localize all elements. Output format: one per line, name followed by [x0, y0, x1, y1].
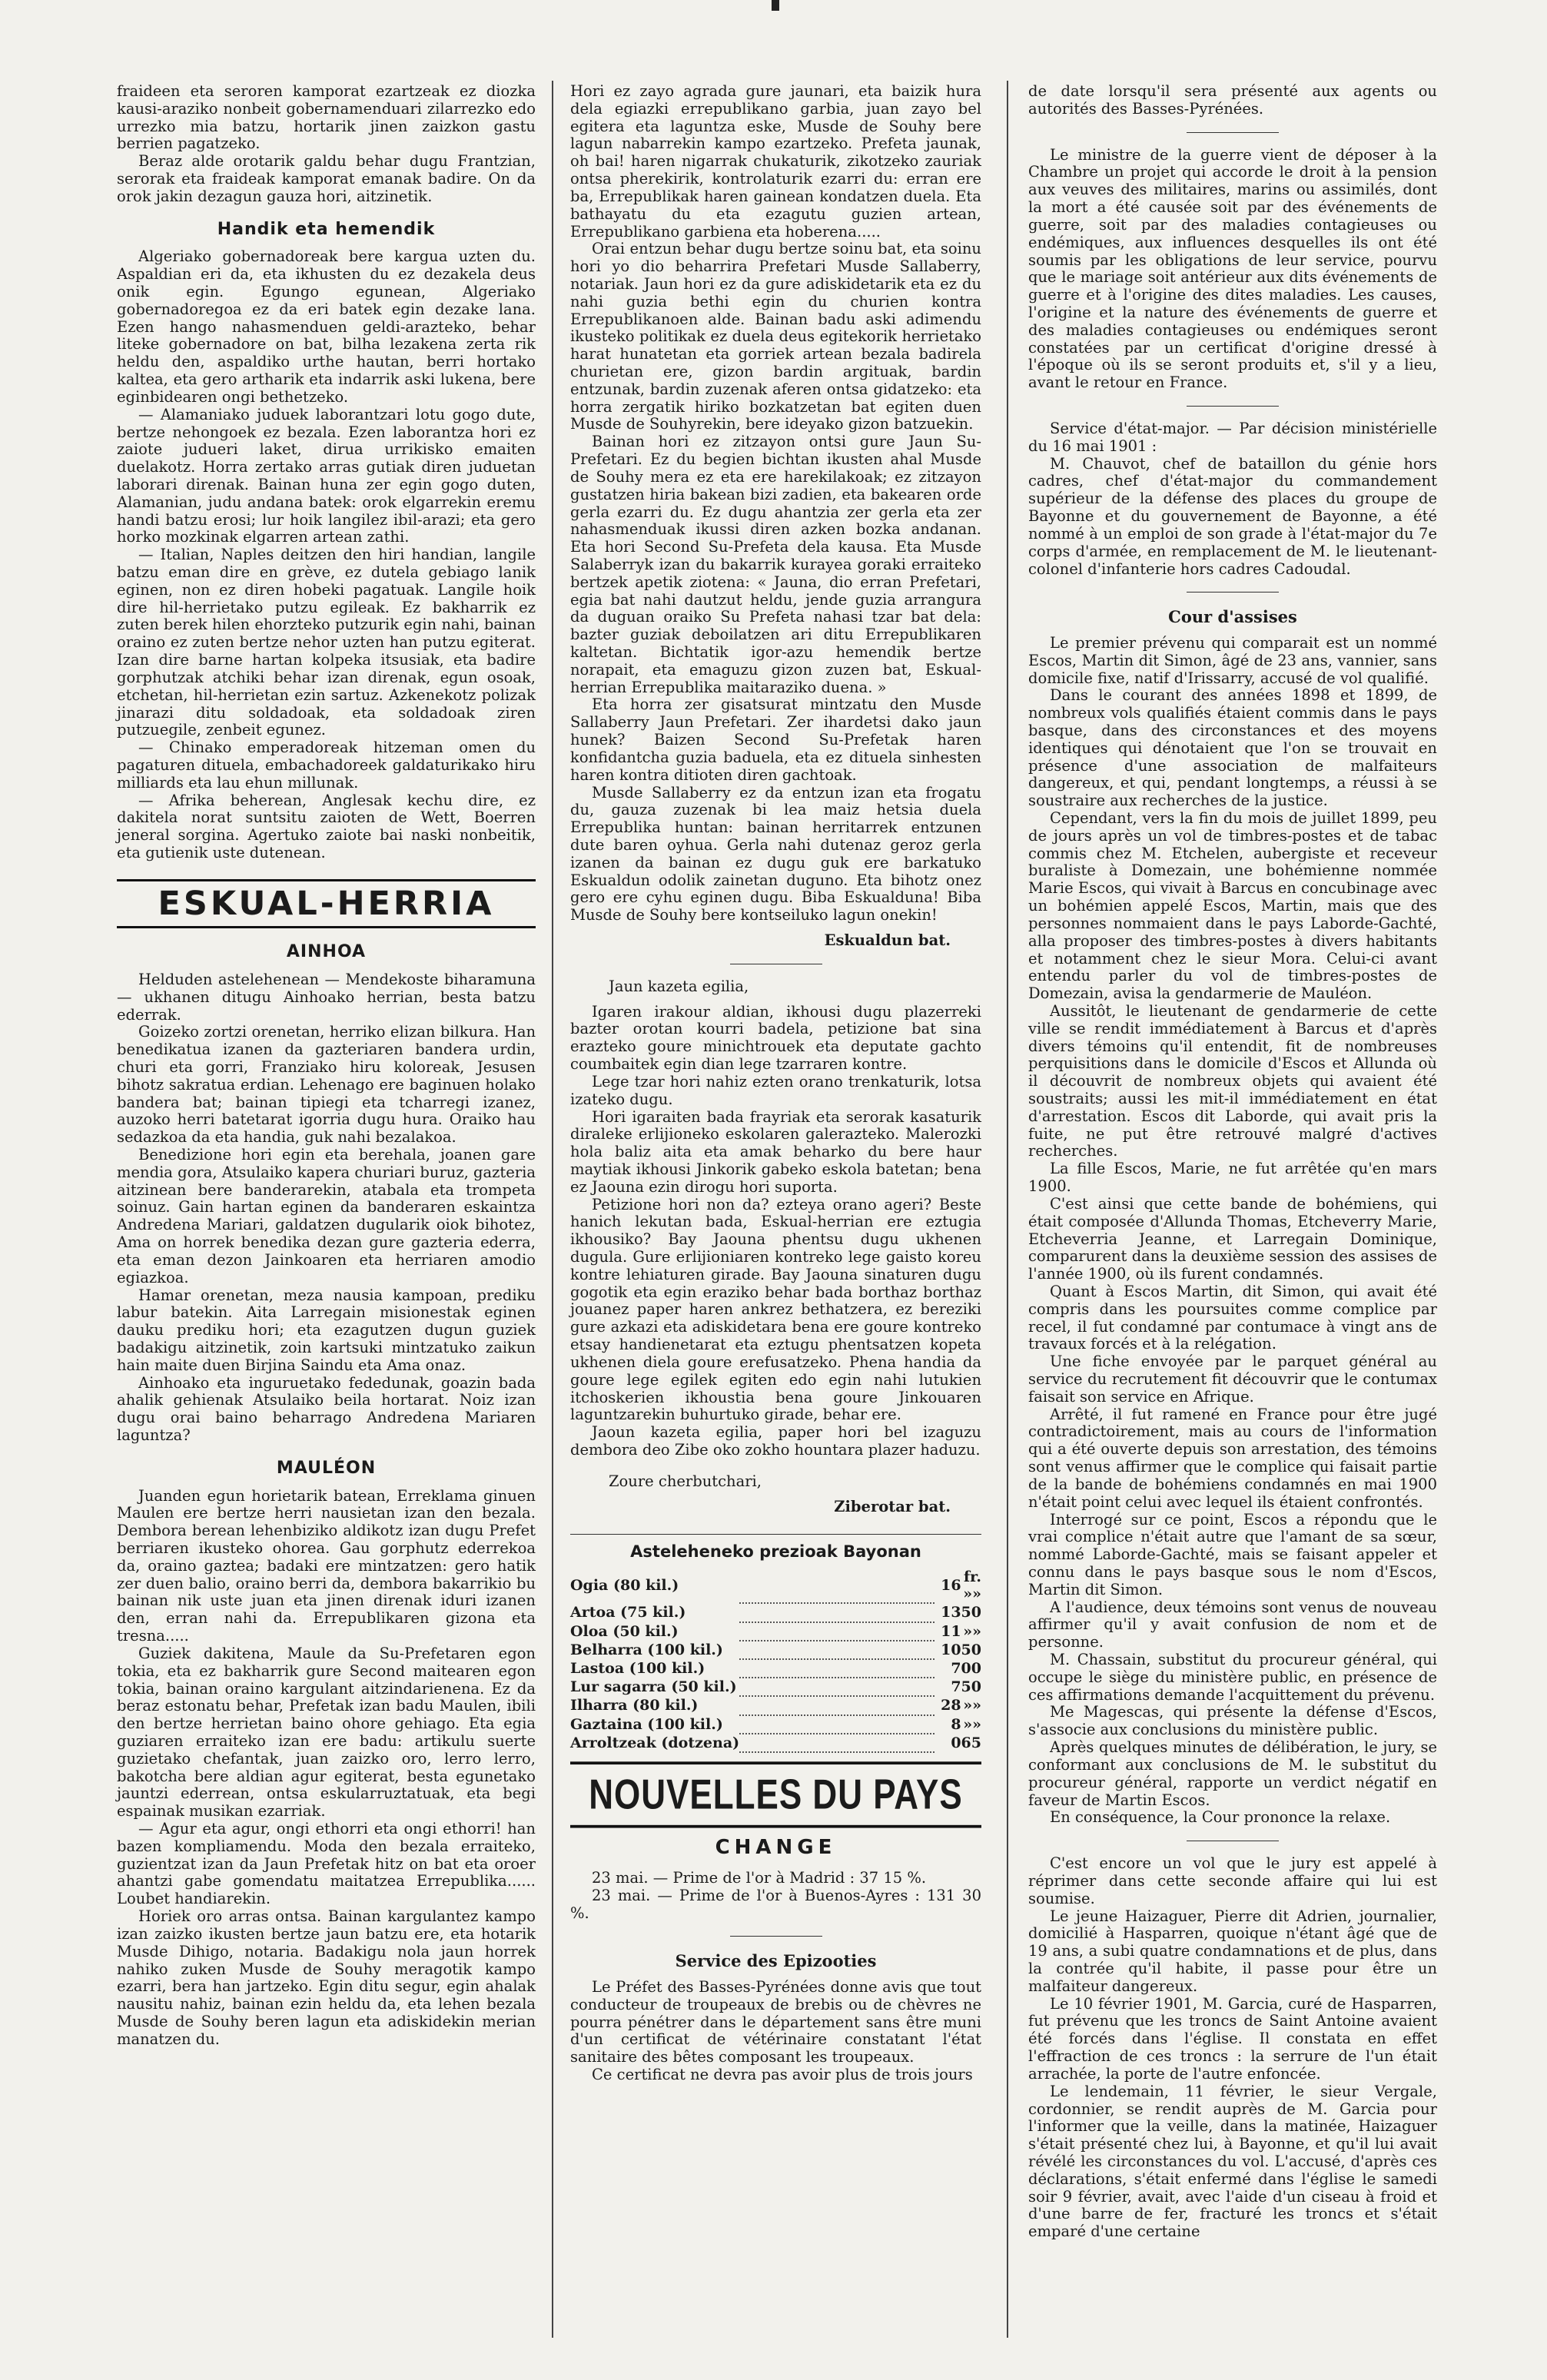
paragraph: Hamar orenetan, meza nausia kampoan, prediku labur batekin. Aita Larregain misionestak eginen dauku prediku hori; eta ezagutzen dugun guziek badakigu aitzinetik, zoin kartsuki mintzatuko zaikun hain maite duen Birjina Saindu eta Ama onaz. — [117, 1286, 536, 1374]
price-table-title: Asteleheneko prezioak Bayonan — [570, 1534, 981, 1562]
paragraph: La fille Escos, Marie, ne fut arrêtée qu'en mars 1900. — [1028, 1160, 1437, 1196]
paragraph: M. Chauvot, chef de bataillon du génie hors cadres, chef d'état-major du commandement supérieur de la défense des places du groupe de Bayonne et du gouvernement de Bayonne, a été nommé à un emploi de son grade à l'état-major du 7e corps d'armée, en remplacement de M. le lieutenant-colonel d'infanterie hors cadres Cadoudal. — [1028, 454, 1437, 578]
price-value: 7 — [951, 1678, 961, 1696]
dot-leader — [739, 1659, 935, 1678]
column-3 — [1028, 83, 1437, 2241]
paragraph: Le 10 février 1901, M. Garcia, curé de Hasparren, fut prévenu que les troncs de Saint Antoine avaient été forcés dans l'église. Il constata en effet l'effraction de ces troncs : la serrure de l'un était arrachée, la porte de l'autre enfoncée. — [1028, 1994, 1437, 2083]
paragraph: — Italian, Naples deitzen den hiri handian, langile batzu eman dire en grève, ez dutela gebiago lanik eginen, non ez diren hobeki pagatuak. Langile hoik dire hil-herrietako putzu egileak. Ez bakharrik ez zuten berek hilen ehorzteko putzurik egin nahi, bainan oraino ez zuten bertze nehor uzten han putzu egiterat. Izan dire barne hartan kolpeka itsusiak, eta badire gorphutzak atchiki behar izan direnak, egun osoak, etchetan, hil-herrietan ezin sartuz. Azkenekotz polizak jinarazi ditu soldadoak, eta soldadoak ziren putzuegile, zenbeit egunez. — [117, 546, 536, 739]
paragraph: Goizeko zortzi orenetan, herriko elizan bilkura. Han benedikatua izanen da gazteriaren bandera urdin, churi eta gorri, Franziako hiru koloreak, Jesusen bihotz sakratua erdian. Lehenago ere baginuen holako bandera bat; bainan tipiegi eta tcharregi izanez, auzoko herri batetarat igorria dugu hura. Oraiko hau sedazkoa da eta handia, guk nahi bezalakoa. — [117, 1023, 536, 1147]
paragraph: Helduden astelehenean — Mendekoste biharamuna — ukhanen ditugu Ainhoako herrian, besta batzu ederrak. — [117, 970, 536, 1024]
price-row — [570, 1641, 981, 1659]
paragraph: Igaren irakour aldian, ikhousi dugu plazerreki bazter orotan kourri badela, petizione bat sina erazteko goure minichtrouek eta deputate gachto coumbaitek egin dian lege tzarraren kontre. — [570, 1002, 981, 1074]
dot-leader — [739, 1603, 935, 1622]
price-item-name: Lastoa (100 kil.) — [570, 1660, 705, 1678]
price-item-name: Arroltzeak (dotzena) — [570, 1734, 740, 1751]
paragraph: A l'audience, deux témoins sont venus de nouveau affirmer qu'il y avait confusion de nom et de personne. — [1028, 1598, 1437, 1651]
price-unit: 00 — [961, 1660, 981, 1678]
price-unit: 50 — [961, 1641, 981, 1658]
paragraph: Le ministre de la guerre vient de déposer à la Chambre un projet qui accorde le droit à la pension aux veuves des militaires, marins ou assimilés, dont la mort a été causée soit par des événements de guerre, soit par des maladies contagieuses ou endémiques, aux influences desquelles ils ont été soumis par les obligations de leur service, pourvu que le mariage soit antérieur aux dits événements de guerre et à l'origine des dites maladies. Les causes, l'origine et la nature des événements de guerre et des maladies contagieuses ou endémiques seront constatées par un certificat d'origine dressé à l'époque où ils se seront produits et, s'il y a lieu, avant le retour en France. — [1028, 145, 1437, 392]
price-unit: »» — [963, 1715, 981, 1733]
paragraph: Cependant, vers la fin du mois de juillet 1899, peu de jours après un vol de timbres-postes et de tabac commis chez M. Etchelen, aubergiste et receveur buraliste à Domezain, une bohémienne nommée Marie Escos, qui vivait à Barcus en concubinage avec un bohémien appelé Escos, Martin, mais que des personnes nommaient dans le pays Laborde-Gachté, alla proposer des timbres-postes à divers habitants et notamment chez le sieur Mora. Celui-ci avant entendu parler du vol de timbres-postes de Domezain, avisa la gendarmerie de Mauléon. — [1028, 809, 1437, 1003]
paragraph: — Chinako emperadoreak hitzeman omen du pagaturen dituela, embachadoreek galdaturikako hiru milliards eta lau ehun millunak. — [117, 739, 536, 792]
price-item-name: Oloa (50 kil.) — [570, 1622, 679, 1640]
paragraph: Petizione hori non da? ezteya orano ageri? Beste hanich lekutan bada, Eskual-herrian ere eztugia ikhousiko? Bay Jaouna phentsu dugu ukhenen dugula. Gure erlijioniaren kontreko lege gaisto koreu kontre lehiaturen girade. Bay Jaouna sinaturen dugu gogotik eta egin eraziko behar bada borthaz borthaz jouanez paper haren ankrez bethatzera, ez bereziki gure azkazi eta adiskidetara bena ere goure kontreko etsay handienetarat eta eztugu phentsatzen kopeta ukhenen diela goure erefusatzeko. Phena handia da goure lege egilek egiten edo egin nahi lutukien itchoskerien ikhoustia bena goure Jinkouaren laguntzarekin buhurtuko girade, behar ere. — [570, 1195, 981, 1424]
paragraph: fraideen eta seroren kamporat ezartzeak ez diozka kausi-araziko nonbeit gobernamenduari zilarrezko edo urrezko mia batzu, hortarik jinen zaizkon gastu berrien pagatzeko. — [117, 82, 536, 153]
dot-leader — [739, 1568, 935, 1603]
paragraph: Hori ez zayo agrada gure jaunari, eta baizik hura dela egiazki errepublikano garbia, juan zayo bel egitera eta laguntza eske, Musde de Souhy bere lagun nabarrekin kampo ezartzeko. Prefeta jaunak, oh bai! haren nigarrak chukaturik, zikotzeko zauriak ontsa pherekirik, kontrolaturik ezarri du: erran ere ba, Errepublikak haren gainean kondatzen duela. Eta bathayatu du eta ezagutu guzien artean, Errepublikano garbiena eta hoberena..... — [570, 82, 981, 241]
price-item-name: Ogia (80 kil.) — [570, 1577, 679, 1595]
paragraph: Interrogé sur ce point, Escos a répondu que le vrai complice n'était autre que l'amant de sa sœur, nommé Laborde-Gachté, mais se faisant appeler et connu dans le pays basque sous le nom d'Escos, Martin dit Simon. — [1028, 1510, 1437, 1598]
paragraph: Le premier prévenu qui comparait est un nommé Escos, Martin dit Simon, âgé de 23 ans, vannier, sans domicile fixe, natif d'Irissarry, accusé de vol qualifié. — [1028, 633, 1437, 687]
paragraph: Service d'état-major. — Par décision ministérielle du 16 mai 1901 : — [1028, 420, 1437, 455]
paragraph: Guziek dakitena, Maule da Su-Prefetaren egon tokia, eta ez bakharrik gure Second maitearen egon tokia, bainan oraino kargulant aitzindarienena. Ez da beraz estonatu behar, Prefetak izan badu Maulen, ibili den bertze herrietan baino ohore gehiago. Eta egia guziaren erraiteko izan ere badu: artikulu suerte guzietako chefantak, juan zaizko oro, lerro lerro, bakotcha bere aldian agur egiterat, besta egunetako jauntzi ederrean, ontsa eskularruztatuak, eta begi espainak musikan ezarriak. — [117, 1644, 536, 1821]
price-value: 0 — [951, 1734, 961, 1751]
paragraph: Jaoun kazeta egilia, paper hori bel izaguzu dembora deo Zibe oko zokho hountara plazer haduzu. — [570, 1423, 981, 1459]
price-row — [570, 1603, 981, 1622]
salutation: Jaun kazeta egilia, — [609, 977, 749, 995]
price-item-name: Belharra (100 kil.) — [570, 1641, 723, 1658]
paragraph: de date lorsqu'il sera présenté aux agents ou autorités des Basses-Pyrénées. — [1028, 82, 1437, 118]
signature: Eskualdun bat. — [824, 931, 951, 949]
paragraph: — Agur eta agur, ongi ethorri eta ongi ethorri! han bazen kompliamendu. Moda den bezala erraiteko, guzientzat izan da Jaun Prefetak hitz on bat eta oroer ahantzi gabe gomendatu maitatzea Errepublika...... Loubet handiarekin. — [117, 1820, 536, 1908]
paragraph: M. Chassain, substitut du procureur général, qui occupe le siège du ministère public, en présence de ces affirmations demande l'acquittement du prévenu. — [1028, 1651, 1437, 1704]
nouvelles-du-pays-title: NOUVELLES DU PAYS — [570, 1761, 981, 1828]
paragraph: Horiek oro arras ontsa. Bainan kargulantez kampo izan zaizko ikusten bertze jaun batzu ere, eta hotarik Musde Dihigo, notaria. Badakigu nola jaun horrek nahiko zuken Musde de Souhy meragotik kampo ezarri, bera han jartzeko. Egin ditu segur, egin ahalak nausitu nahiz, bainan ezin heldu da, eta lehen bezala Musde de Souhy beren lagun eta adiskidekin merian manatzen du. — [117, 1907, 536, 2048]
dot-leader — [739, 1734, 935, 1752]
paragraph: Musde Sallaberry ez da entzun izan eta frogatu du, gauza zuzenak bi lea maiz hetsia duela Errepublika huntan: bainan herritarrek entzunen dute baren oyhua. Gerla nahi dutenaz geroz gerla izanen da bainan ez dugu guk ere barkatuko Eskualdun odolik zainetan duguno. Eta bihotz onez gero ere cyhu eginen dugu. Biba Eskualduna! Biba Musde de Souhy bere kontseiluko lagun onekin! — [570, 783, 981, 924]
change-heading: CHANGE — [715, 1835, 837, 1859]
section-heading-handik: Handik eta hemendik — [217, 219, 436, 239]
paragraph: Le jeune Haizaguer, Pierre dit Adrien, journalier, domicilié à Hasparren, quoique n'étant âgé que de 19 ans, a subi quatre condamnations et de plus, dans la contrée qu'il habite, il passe pour être un malfaiteur dangereux. — [1028, 1907, 1437, 1995]
price-value: 16 — [941, 1577, 961, 1595]
signature: Ziberotar bat. — [834, 1497, 951, 1515]
paragraph: Hori igaraiten bada frayriak eta serorak kasaturik diraleke erlijioneko eskolaren galerazteko. Malerozki hola baliz aita eta amak beharko du bere haur maytiak ikhousi Jinkorik gabeko eskola batetan; bena ez Jaouna ezin dirogu hori suporta. — [570, 1107, 981, 1196]
price-unit: »» — [963, 1622, 981, 1640]
paragraph: Le lendemain, 11 février, le sieur Vergale, cordonnier, se rendit auprès de M. Garcia pour l'informer que la veille, dans la matinée, Haizaguer s'était présenté chez lui, à Bayonne, et qu'il lui avait révélé les circonstances du vol. L'accusé, d'après ces déclarations, s'était enfermé dans l'église le samedi soir 9 février, avait, avec l'aide d'un ciseau à froid et d'une barre de fer, fracturé les troncs et s'était emparé d'une certaine — [1028, 2082, 1437, 2241]
divider — [1187, 592, 1279, 593]
paragraph: Quant à Escos Martin, dit Simon, qui avait été compris dans les poursuites comme complice par recel, il fut condamné par contumace à vingt ans de travaux forcés et à la relégation. — [1028, 1282, 1437, 1353]
paragraph: Une fiche envoyée par le parquet général au service du recrutement fit découvrir que le contumax faisait son service en Afrique. — [1028, 1353, 1437, 1406]
price-table — [570, 1568, 981, 1753]
paragraph: — Afrika beherean, Anglesak kechu dire, ez dakitela norat suntsitu zaioten de Wett, Boerren jeneral sorgina. Agertuko zaiote bai naski nonbeitik, eta gutienik uste dutenean. — [117, 791, 536, 862]
dot-leader — [739, 1696, 935, 1714]
divider — [1187, 406, 1279, 407]
paragraph: Arrêté, il fut ramené en France pour être jugé contradictoirement, mais au cours de l'information qui a été ouverte depuis son arrestation, des témoins sont venus affirmer que le complice qui faisait partie de la bande de bohémiens condamnés en mai 1900 n'était point celui avec lequel ils étaient confrontés. — [1028, 1405, 1437, 1511]
price-row — [570, 1659, 981, 1678]
eskual-herria-banner: ESKUAL-HERRIA — [117, 879, 536, 928]
paragraph: Me Magescas, qui présente la défense d'Escos, s'associe aux conclusions du ministère public. — [1028, 1703, 1437, 1739]
price-row — [570, 1734, 981, 1752]
price-unit: fr. »» — [963, 1568, 981, 1603]
price-unit: 50 — [961, 1604, 981, 1622]
price-value: 7 — [951, 1660, 961, 1678]
price-unit: 50 — [961, 1678, 981, 1696]
paragraph: Algeriako gobernadoreak bere kargua uzten du. Aspaldian eri da, eta ikhusten du ez dezakela deus onik egin. Egungo egunean, Algeriako gobernadoregoa ez da eri batek egin dezake lana. Ezen hango nahasmenduen geldi-arazteko, behar liteke gobernadore on bat, bilha lezakena zerta rik heldu den, aspaldiko urthe hautan, berri hortako kaltea, eta gero artharik eta indarrik aski lukena, bere eginbidearen ongi bethetzeko. — [117, 247, 536, 406]
dot-leader — [739, 1678, 935, 1696]
price-value: 8 — [951, 1715, 961, 1733]
paragraph: C'est ainsi que cette bande de bohémiens, qui était composée d'Allunda Thomas, Etcheverry Marie, Etcheverria Jeanne, et Larregain Dominique, comparurent dans la deuxième session des assises de l'année 1900, où ils furent condamnés. — [1028, 1194, 1437, 1283]
paragraph: Ce certificat ne devra pas avoir plus de trois jours — [592, 2066, 973, 2084]
closing: Zoure cherbutchari, — [609, 1472, 762, 1490]
column-1 — [117, 83, 536, 2049]
paragraph: Aussitôt, le lieutenant de gendarmerie de cette ville se rendit immédiatement à Barcus et d'après divers témoins qu'il entendit, fit de nombreuses perquisitions dans le domicile d'Escos et Allunda où il découvrit de nombreux objets qui avaient été soustraits; aussi les mit-il immédiatement en état d'arrestation. Escos dit Laborde, qui avait pris la fuite, ne put être retrouvé malgré d'actives recherches. — [1028, 1001, 1437, 1160]
paragraph: Eta horra zer gisatsurat mintzatu den Musde Sallaberry Jaun Prefetari. Zer ihardetsi dako jaun hunek? Baizen Second Su-Prefetak haren konfidantcha guzia baduela, eta ez dituela sinhesten haren kontra ditioten diren gachtoak. — [570, 695, 981, 784]
paragraph: Juanden egun horietarik batean, Erreklama ginuen Maulen ere bertze herri nausietan izan den bezala. Dembora berean lehenbiziko aldikotz izan dugu Prefet berriaren ikusteko ohorea. Gau gorphutz ederrekoa da, oraino gaztea; badaki ere mintzatzen: gero hatik zer duen balio, oraino berri da, dembora bakarrikio bu bainan nik uste juan eta jinen direnak iduri izanen den, erran nahi da. Errepublikaren gizona eta tresna..... — [117, 1486, 536, 1645]
dot-leader — [739, 1641, 935, 1659]
price-item-name: Gaztaina (100 kil.) — [570, 1715, 723, 1733]
paragraph: Orai entzun behar dugu bertze soinu bat, eta soinu hori yo dio beharrira Prefetari Musde Sallaberry, notariak. Jaun hori ez da gure adiskidetarik eta ez du nahi guzia bethi egin du churien kontra Errepublikanoen alde. Bainan badu aski adimendu ikusteko politikak ez duela deus egitekorik herrietako harat hunatetan eta gorriek artean bezala badirela churietan ere, gizon bardin argituak, bardin entzunak, bardin zuzenak aferen ontsa gidatzeko: eta horra zergatik hiriko bozkatzetan bat egiten duen Musde de Souhyrekin, bere ideyako gizon batzuekin. — [570, 240, 981, 433]
price-value: 11 — [941, 1622, 961, 1640]
dot-leader — [739, 1622, 935, 1641]
paragraph: 23 mai. — Prime de l'or à Buenos-Ayres : 131 30 %. — [570, 1886, 981, 1922]
price-value: 13 — [941, 1604, 961, 1622]
paragraph: C'est encore un vol que le jury est appelé à réprimer dans cette seconde affaire qui lui est soumise. — [1028, 1854, 1437, 1907]
paragraph: Bainan hori ez zitzayon ontsi gure Jaun Su-Prefetari. Ez du begien bichtan ikusten ahal Musde de Souhy mera ez eta ere harekilakoak; ez zitzayon gustatzen hiria bakean bizi zadien, eta bakearen orde gerla ezarri du. Ez dugu ahantzia zer gerla eta zer nahasmenduak ikussi diren azken bozka andanan. Eta hori Second Su-Prefeta dela kausa. Eta Musde Salaberryk izan du bakarrik kurayea goraki erraiteko bertzek apetik ziotena: « Jauna, dio erran Prefetari, egia bat nahi dautzut heldu, jende guzia arrangura da duguan oraiko Su Prefeta nahasi tzar bat dela: bazter guziak deboilatzen ari ditu Errepublikaren kaltetan. Bichtatik igor-azu hemendik bertze norapait, eta emaguzu gizon zuzen bat, Eskual-herrian Errepublika maitaraziko duena. » — [570, 433, 981, 696]
price-row — [570, 1678, 981, 1696]
price-row — [570, 1622, 981, 1641]
divider — [1187, 132, 1279, 133]
section-heading-mauleon: MAULÉON — [276, 1458, 377, 1478]
epizooties-heading: Service des Epizooties — [675, 1951, 877, 1971]
paragraph: Beraz alde orotarik galdu behar dugu Frantzian, serorak eta fraideak kamporat emanak badire. On da orok jakin dezagun gauza hori, aitzinetik. — [117, 152, 536, 205]
paragraph: Lege tzar hori nahiz ezten orano trenkaturik, lotsa izateko dugu. — [570, 1072, 981, 1108]
paragraph: 23 mai. — Prime de l'or à Madrid : 37 15 %. — [592, 1869, 927, 1887]
page-top-mark — [772, 0, 779, 11]
paragraph: En conséquence, la Cour prononce la relaxe. — [1050, 1808, 1391, 1827]
cour-assises-heading: Cour d'assises — [1168, 607, 1297, 627]
section-heading-ainhoa: AINHOA — [286, 942, 367, 962]
paragraph: Benedizione hori egin eta berehala, joanen gare mendia gora, Atsulaiko kapera churiari buruz, gazteria aitzinean bere banderarekin, atabala eta trompeta soinuz. Gain hartan eginen da banderaren eskaintza Andredena Mariari, galdatzen dugularik oiok bihotez, Ama on horrek benedika dezan gure gazteria ederra, eta eman dezon Jainkoaren eta herriaren amodio egiazkoa. — [117, 1146, 536, 1286]
divider — [730, 1936, 822, 1937]
price-value: 10 — [941, 1641, 961, 1658]
price-row — [570, 1568, 981, 1603]
price-item-name: Artoa (75 kil.) — [570, 1604, 686, 1622]
price-row — [570, 1696, 981, 1714]
paragraph: Ainhoako eta inguruetako fededunak, goazin bada ahalik gehienak Atsulaiko beila hortarat. Noiz izan dugu orai baino beharrago Andredena Mariaren laguntza? — [117, 1373, 536, 1445]
price-item-name: Lur sagarra (50 kil.) — [570, 1678, 737, 1696]
paragraph: Le Préfet des Basses-Pyrénées donne avis que tout conducteur de troupeaux de brebis ou de chèvres ne pourra pénétrer dans le département sans être muni d'un certificat de vétérinaire constatant l'état sanitaire des bêtes composant les troupeaux. — [570, 1978, 981, 2066]
price-row — [570, 1715, 981, 1734]
column-rule-1 — [552, 81, 553, 2338]
paragraph: Après quelques minutes de délibération, le jury, se conformant aux conclusions de M. le substitut du procureur général, rapporte un verdict négatif en faveur de Martin Escos. — [1028, 1738, 1437, 1809]
paragraph: Dans le courant des années 1898 et 1899, de nombreux vols qualifiés étaient commis dans le pays basque, dans des circonstances et des moyens identiques qui dénotaient que l'on se trouvait en présence d'une association de malfaiteurs dangereux, et qui, pendant longtemps, a réussi à se soustraire aux recherches de la justice. — [1028, 686, 1437, 810]
column-rule-2 — [1007, 81, 1008, 2338]
price-item-name: Ilharra (80 kil.) — [570, 1697, 699, 1714]
price-unit: 65 — [961, 1734, 981, 1751]
column-2 — [570, 83, 981, 2084]
paragraph: — Alamaniako juduek laborantzari lotu gogo dute, bertze nehongoek ez bezala. Ezen laborantza hori ez zaiote judueri laket, dirua urrikisko emaiten duelakotz. Horra zertako arras gutiak diren juduetan laborari direnak. Bainan huna zer egin gogo duten, Alamanian, judu andana batek: orok elgarrekin eremu handi batzu erosi; lur hoik langilez ibil-arazi; eta gero horko mozkinak elgarren artean zathi. — [117, 405, 536, 546]
dot-leader — [739, 1715, 935, 1734]
price-value: 28 — [941, 1697, 961, 1714]
price-unit: »» — [963, 1697, 981, 1714]
